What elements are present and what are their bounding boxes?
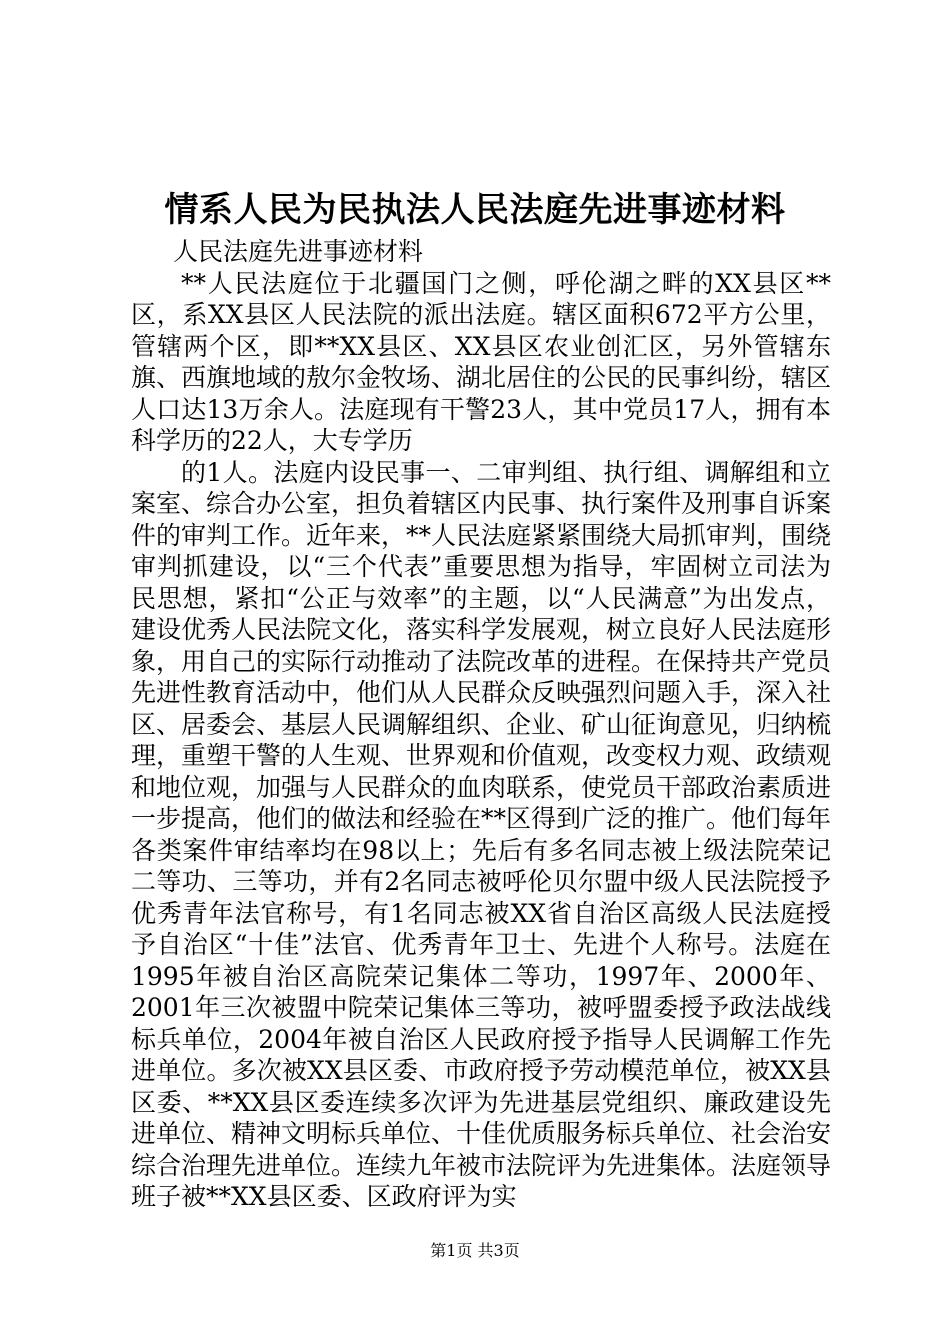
document-body xyxy=(131,236,831,1213)
paragraph-1: **人民法庭位于北疆国门之侧，呼伦湖之畔的XX县区**区，系XX县区人民法院的派出法庭。辖区面积672平方公里，管辖两个区，即**XX县区、XX县区农业创汇区，另外管辖东旗、西旗地域的敖尔金牧场、湖北居住的公民的民事纠纷，辖区人口达13万余人。法庭现有干警23人，其中党员17人，拥有本科学历的22人，大专学历 xyxy=(131,268,832,455)
paragraph-2: 的1人。法庭内设民事一、二审判组、执行组、调解组和立案室、综合办公室，担负着辖区内民事、执行案件及刑事自诉案件的审判工作。近年来，**人民法庭紧紧围绕大局抓审判，围绕审判抓建设，以“三个代表”重要思想为指导，牢固树立司法为民思想，紧扣“公正与效率”的主题，以“人民满意”为出发点，建设优秀人民法院文化，落实科学发展观，树立良好人民法庭形象，用自己的实际行动推动了法院改革的进程。在保持共产党员先进性教育活动中，他们从人民群众反映强烈问题入手，深入社区、居委会、基层人民调解组织、企业、矿山征询意见，归纳梳理，重塑干警的人生观、世界观和价值观，改变权力观、政绩观和地位观，加强与人民群众的血肉联系，使党员干部政治素质进一步提高，他们的做法和经验在**区得到广泛的推广。他们每年各类案件审结率均在98以上；先后有多名同志被上级法院荣记二等功、三等功，并有2名同志被呼伦贝尔盟中级人民法院授予优秀青年法官称号，有1名同志被XX省自治区高级人民法庭授予自治区“十佳”法官、优秀青年卫士、先进个人称号。法庭在1995年被自治区高院荣记集体二等功，1997年、2000年、2001年三次被盟中院荣记集体三等功，被呼盟委授予政法战线标兵单位，2004年被自治区人民政府授予指导人民调解工作先进单位。多次被XX县区委、市政府授予劳动模范单位，被XX县区委、**XX县区委连续多次评为先进基层党组织、廉政建设先进单位、精神文明标兵单位、十佳优质服务标兵单位、社会治安综合治理先进单位。连续九年被市法院评为先进集体。法庭领导班子被**XX县区委、区政府评为实 xyxy=(131,457,832,1211)
page-number: 第1页 共3页 xyxy=(430,1241,520,1260)
document-subtitle: 人民法庭先进事迹材料 xyxy=(173,237,424,266)
document-title: 情系人民为民执法人民法庭先进事迹材料 xyxy=(164,190,786,230)
